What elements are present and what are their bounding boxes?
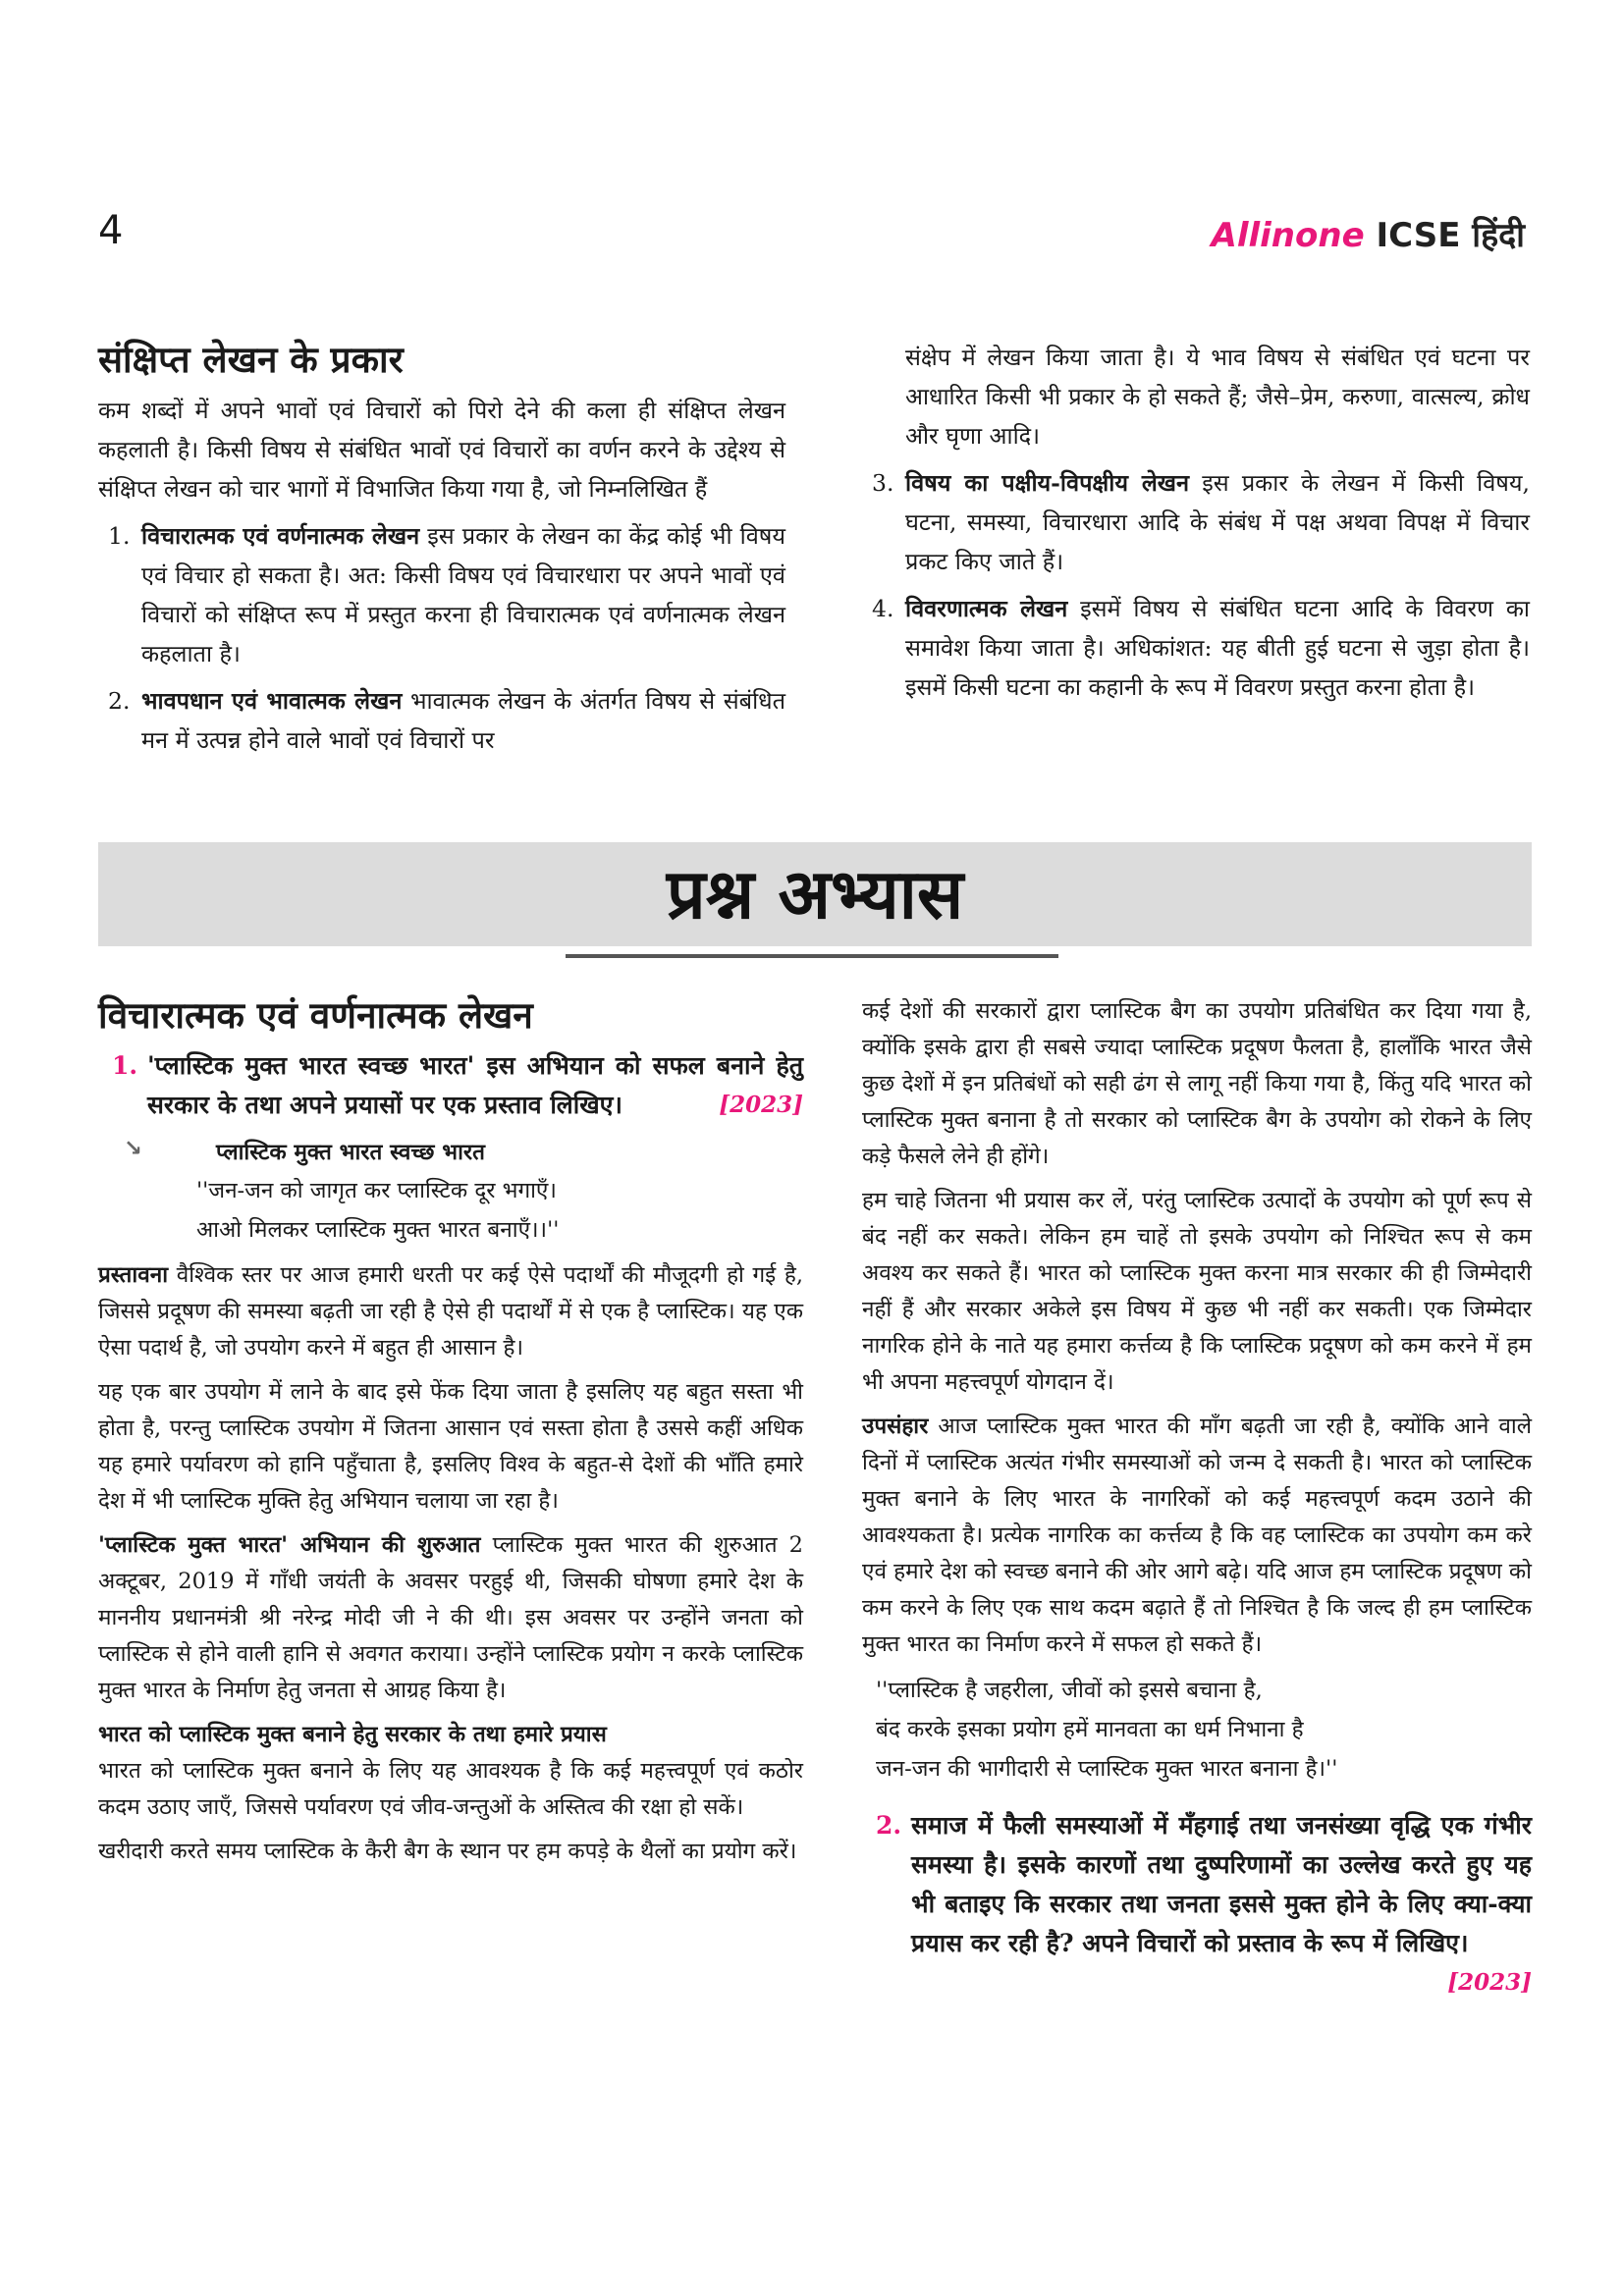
brand-subject: ICSE हिंदी	[1376, 216, 1525, 255]
answer-heading	[98, 1135, 803, 1171]
question-text: समाज में फैली समस्याओं में मँहगाई तथा जनसंख्या वृद्धि एक गंभीर समस्या है। इसके कारणों तथा दुष्परिणामों का उल्लेख करते हुए यह भी बताइए कि सरकार तथा जनता इससे मुक्त होने के लिए क्या-क्या प्रयास कर रही है? अपने विचारों को प्रस्ताव के रूप में लिखिए।	[911, 1811, 1532, 1957]
answer-paragraph: 'प्लास्टिक मुक्त भारत' अभियान की शुरुआत प्लास्टिक मुक्त भारत की शुरुआत 2 अक्टूबर, 2019 में गाँधी जयंती के अवसर परहुई थी, जिसकी घोषणा हमारे देश के माननीय प्रधानमंत्री श्री नरेन्द्र मोदी जी ने की थी। इस अवसर पर उन्होंने जनता को प्लास्टिक से होने वाली हानि से अवगत कराया। उन्होंने प्लास्टिक प्रयोग न करके प्लास्टिक मुक्त भारत के निर्माण हेतु जनता से आग्रह किया है।	[98, 1532, 803, 1703]
item-term: विषय का पक्षीय-विपक्षीय लेखन	[905, 469, 1190, 497]
answer-arrow-icon: ↘	[124, 1136, 142, 1161]
section-banner	[98, 842, 1532, 946]
poem-line: ''जन-जन को जागृत कर प्लास्टिक दूर भगाएँ।	[196, 1178, 557, 1203]
paragraph-heading: उपसंहार	[862, 1414, 929, 1439]
section1-list-continued	[862, 338, 1530, 707]
brand-logo	[1212, 211, 1525, 256]
item-term: विवरणात्मक लेखन	[905, 595, 1068, 622]
section2-title: विचारात्मक एवं वर्णनात्मक लेखन	[98, 993, 533, 1037]
answer-paragraph: उपसंहार आज प्लास्टिक मुक्त भारत की माँग बढ़ती जा रही है, क्योंकि आने वाले दिनों में प्लास्टिक अत्यंत गंभीर समस्याओं को जन्म दे सकती है। भारत को प्लास्टिक मुक्त बनाने के लिए भारत के नागरिकों को कई महत्त्वपूर्ण कदम उठाने की आवश्यकता है। प्रत्येक नागरिक का कर्त्तव्य है कि वह प्लास्टिक का उपयोग कम करे एवं हमारे देश को स्वच्छ बनाने की ओर आगे बढ़े। यदि आज हम प्लास्टिक प्रदूषण को कम करने के लिए एक साथ कदम बढ़ाते हैं तो निश्चित है कि जल्द ही हम प्लास्टिक मुक्त भारत का निर्माण करने में सफल हो सकते हैं।	[862, 1414, 1532, 1657]
item-text: इसमें विषय से संबंधित घटना आदि के विवरण का समावेश किया जाता है। अधिकांशत: यह बीती हुई घटना से जुड़ा होता है। इसमें किसी घटना का कहानी के रूप में विवरण प्रस्तुत करना होता है।	[905, 595, 1530, 701]
answer-title: प्लास्टिक मुक्त भारत स्वच्छ भारत	[216, 1140, 485, 1165]
item-text: संक्षेप में लेखन किया जाता है। ये भाव विषय से संबंधित एवं घटना पर आधारित किसी भी प्रकार के हो सकते हैं; जैसे–प्रेम, करुणा, वात्सल्य, क्रोध और घृणा आदि।	[905, 344, 1530, 450]
section1-left-column	[98, 334, 785, 768]
item-term: भावपधान एवं भावात्मक लेखन	[141, 687, 403, 715]
poem-opening	[98, 1171, 803, 1250]
list-item: 3. विषय का पक्षीय-विपक्षीय लेखन इस प्रकार के लेखन में किसी विषय, घटना, समस्या, विचारधारा आदि के संबंध में पक्ष अथवा विपक्ष में विचार प्रकट किए जाते हैं।	[872, 469, 1530, 575]
brand-all-in-one: Allinone	[1211, 216, 1365, 255]
poem-closing	[862, 1671, 1532, 1789]
question-number: 2.	[876, 1811, 902, 1840]
question-2	[862, 1806, 1532, 1996]
list-item: 1. विचारात्मक एवं वर्णनात्मक लेखन इस प्रकार के लेखन का केंद्र कोई भी विषय एवं विचार हो सकता है। अत: किसी विषय एवं विचारधारा पर अपने भावों एवं विचारों को संक्षिप्त रूप में प्रस्तुत करना ही विचारात्मक एवं वर्णनात्मक लेखन कहलाता है।	[108, 522, 785, 667]
year-tag: [2023]	[719, 1092, 803, 1118]
answer-paragraph: हम चाहे जितना भी प्रयास कर लें, परंतु प्लास्टिक उत्पादों के उपयोग को पूर्ण रूप से बंद नहीं कर सकते। लेकिन हम चाहें तो इसके उपयोग को निश्चित रूप से कम अवश्य कर सकते हैं। भारत को प्लास्टिक मुक्त करना मात्र सरकार की ही जिम्मेदारी नहीं हैं और सरकार अकेले इस विषय में कुछ भी नहीं कर सकती। एक जिम्मेदार नागरिक होने के नाते यह हमारा कर्त्तव्य है कि प्लास्टिक प्रदूषण को कम करने में हम भी अपना महत्त्वपूर्ण योगदान दें।	[862, 1188, 1532, 1395]
item-text: भावात्मक लेखन के अंतर्गत विषय से संबंधित मन में उत्पन्न होने वाले भावों एवं विचारों पर	[141, 687, 785, 754]
list-item: 4. विवरणात्मक लेखन इसमें विषय से संबंधित घटना आदि के विवरण का समावेश किया जाता है। अधिकांशत: यह बीती हुई घटना से जुड़ा होता है। इसमें किसी घटना का कहानी के रूप में विवरण प्रस्तुत करना होता है।	[872, 595, 1530, 701]
year-tag: [2023]	[1447, 1969, 1532, 1996]
section1-intro: कम शब्दों में अपने भावों एवं विचारों को पिरो देने की कला ही संक्षिप्त लेखन कहलाती है। किसी विषय से संबंधित भावों एवं विचारों का वर्णन करने के उद्देश्य से संक्षिप्त लेखन को चार भागों में विभाजित किया गया है, जो निम्नलिखित हैं	[98, 397, 785, 503]
poem-line: ''प्लास्टिक है जहरीला, जीवों को इससे बचाना है,	[876, 1678, 1263, 1703]
question-text: 'प्लास्टिक मुक्त भारत स्वच्छ भारत' इस अभियान को सफल बनाने हेतु सरकार के तथा अपने प्रयासों पर एक प्रस्ताव लिखिए।	[147, 1051, 803, 1119]
poem-line: आओ मिलकर प्लास्टिक मुक्त भारत बनाएँ।।''	[196, 1217, 560, 1243]
list-item	[862, 338, 1530, 455]
section1-title: संक्षिप्त लेखन के प्रकार	[98, 338, 404, 381]
poem-line: बंद करके इसका प्रयोग हमें मानवता का धर्म निभाना है	[876, 1717, 1304, 1742]
answer-paragraph: कई देशों की सरकारों द्वारा प्लास्टिक बैग का उपयोग प्रतिबंधित कर दिया गया है, क्योंकि इसके द्वारा ही सबसे ज्यादा प्लास्टिक प्रदूषण फैलता है, हालाँकि भारत जैसे कुछ देशों में इन प्रतिबंधों को सही ढंग से लागू नहीं किया गया है, किंतु यदि भारत को प्लास्टिक मुक्त बनाना है तो सरकार को प्लास्टिक बैग के उपयोग को रोकने के लिए कड़े फैसले लेने ही होंगे।	[862, 998, 1532, 1169]
item-text: इस प्रकार के लेखन में किसी विषय, घटना, समस्या, विचारधारा आदि के संबंध में पक्ष अथवा विपक्ष में विचार प्रकट किए जाते हैं।	[905, 469, 1530, 575]
answer-paragraph: प्रस्तावना वैश्विक स्तर पर आज हमारी धरती पर कई ऐसे पदार्थों की मौजूदगी हो गई है, जिससे प्रदूषण की समस्या बढ़ती जा रही है ऐसे ही पदार्थों में से एक है प्लास्टिक। यह एक ऐसा पदार्थ है, जो उपयोग करने में बहुत ही आसान है।	[98, 1262, 803, 1361]
item-text: इस प्रकार के लेखन का केंद्र कोई भी विषय एवं विचार हो सकता है। अत: किसी विषय एवं विचारधारा पर अपने भावों एवं विचारों को संक्षिप्त रूप में प्रस्तुत करना ही विचारात्मक एवं वर्णनात्मक लेखन कहलाता है।	[141, 522, 785, 667]
banner-title: प्रश्न अभ्यास	[666, 853, 964, 934]
list-item: 2. भावपधान एवं भावात्मक लेखन भावात्मक लेखन के अंतर्गत विषय से संबंधित मन में उत्पन्न होने वाले भावों एवं विचारों पर	[108, 687, 785, 754]
paragraph-heading: प्रस्तावना	[98, 1262, 169, 1288]
answer-paragraph: खरीदारी करते समय प्लास्टिक के कैरी बैग के स्थान पर हम कपड़े के थैलों का प्रयोग करें।	[98, 1839, 797, 1864]
section2-right-column	[862, 993, 1532, 2002]
question-1	[98, 1046, 803, 1125]
paragraph-heading: 'प्लास्टिक मुक्त भारत' अभियान की शुरुआत	[98, 1532, 481, 1558]
answer-paragraph: यह एक बार उपयोग में लाने के बाद इसे फेंक दिया जाता है इसलिए यह बहुत सस्ता भी होता है, परन्तु प्लास्टिक उपयोग में जितना आसान एवं सस्ता होता है उससे कहीं अधिक यह हमारे पर्यावरण को हानि पहुँचाता है, इसलिए विश्व के बहुत-से देशों की भाँति हमारे देश में भी प्लास्टिक मुक्ति हेतु अभियान चलाया जा रहा है।	[98, 1379, 804, 1514]
poem-line: जन-जन की भागीदारी से प्लास्टिक मुक्त भारत बनाना है।''	[876, 1756, 1338, 1782]
item-term: विचारात्मक एवं वर्णनात्मक लेखन	[141, 522, 420, 550]
paragraph-heading: भारत को प्लास्टिक मुक्त बनाने हेतु सरकार के तथा हमारे प्रयास	[98, 1722, 607, 1747]
answer-paragraph: भारत को प्लास्टिक मुक्त बनाने हेतु सरकार के तथा हमारे प्रयास भारत को प्लास्टिक मुक्त बनाने के लिए यह आवश्यक है कि कई महत्त्वपूर्ण एवं कठोर कदम उठाए जाएँ, जिससे पर्यावरण एवं जीव-जन्तुओं के अस्तित्व की रक्षा हो सकें।	[98, 1722, 803, 1820]
section1-right-column	[862, 338, 1530, 715]
section1-list	[98, 516, 785, 760]
page-number: 4	[98, 208, 124, 253]
question-number: 1.	[112, 1051, 138, 1080]
banner-underline	[566, 954, 1058, 958]
section2-left-column	[98, 989, 803, 1878]
